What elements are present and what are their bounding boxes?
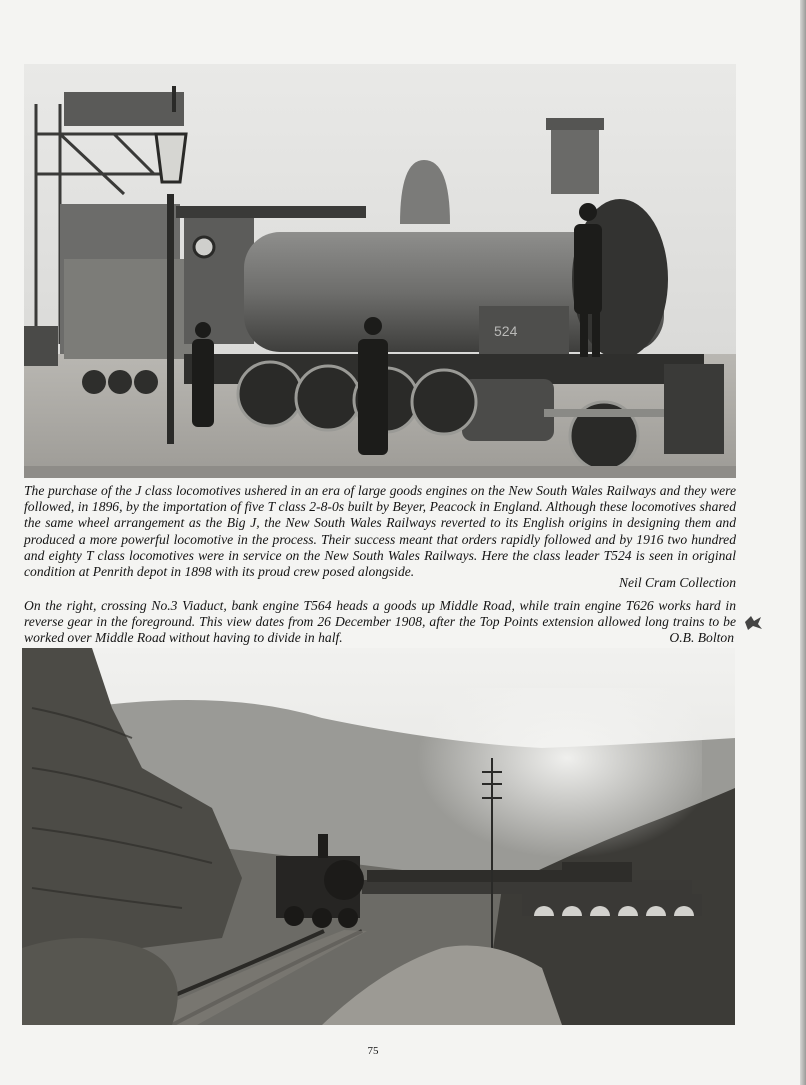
page-edge <box>800 0 806 1085</box>
top-photo-caption: The purchase of the J class locomotives ushered in an era of large goods engines on the New South Wales Railways and they were followed, in 1896, by the importation of five T class 2-8-0s built by Beyer, Peacock in England. Although these locomotives shared the same wheel arrangement as the Big J, the New South Wales Railways reverted to its English origins in designing them and produced a more powerful locomotive in the process. Their success meant that orders rapidly followed and by 1916 two hundred and eighty T class locomotives were in service on the New South Wales Railways. Here the class leader T524 is seen in original condition at Penrith depot in 1898 with its proud crew posed alongside. <box>24 483 736 580</box>
bottom-photo-credit: O.B. Bolton <box>669 630 734 645</box>
top-photo-credit: Neil Cram Collection <box>618 575 736 590</box>
print-speck <box>742 612 764 632</box>
locomotive-illustration <box>24 64 736 478</box>
page-number: 75 <box>367 1045 379 1057</box>
viaduct-illustration <box>22 648 735 1025</box>
bottom-photo-caption: On the right, crossing No.3 Viaduct, bank engine T564 heads a goods up Middle Road, while train engine T626 works hard in reverse gear in the foreground. This view dates from 26 December 1908, after the Top Points extension allowed long trains to be worked over Middle Road without having to divide in half. <box>24 598 736 646</box>
number-plate: 524 <box>494 323 518 339</box>
viaduct-photo <box>22 648 735 1025</box>
locomotive-photo <box>24 64 736 478</box>
